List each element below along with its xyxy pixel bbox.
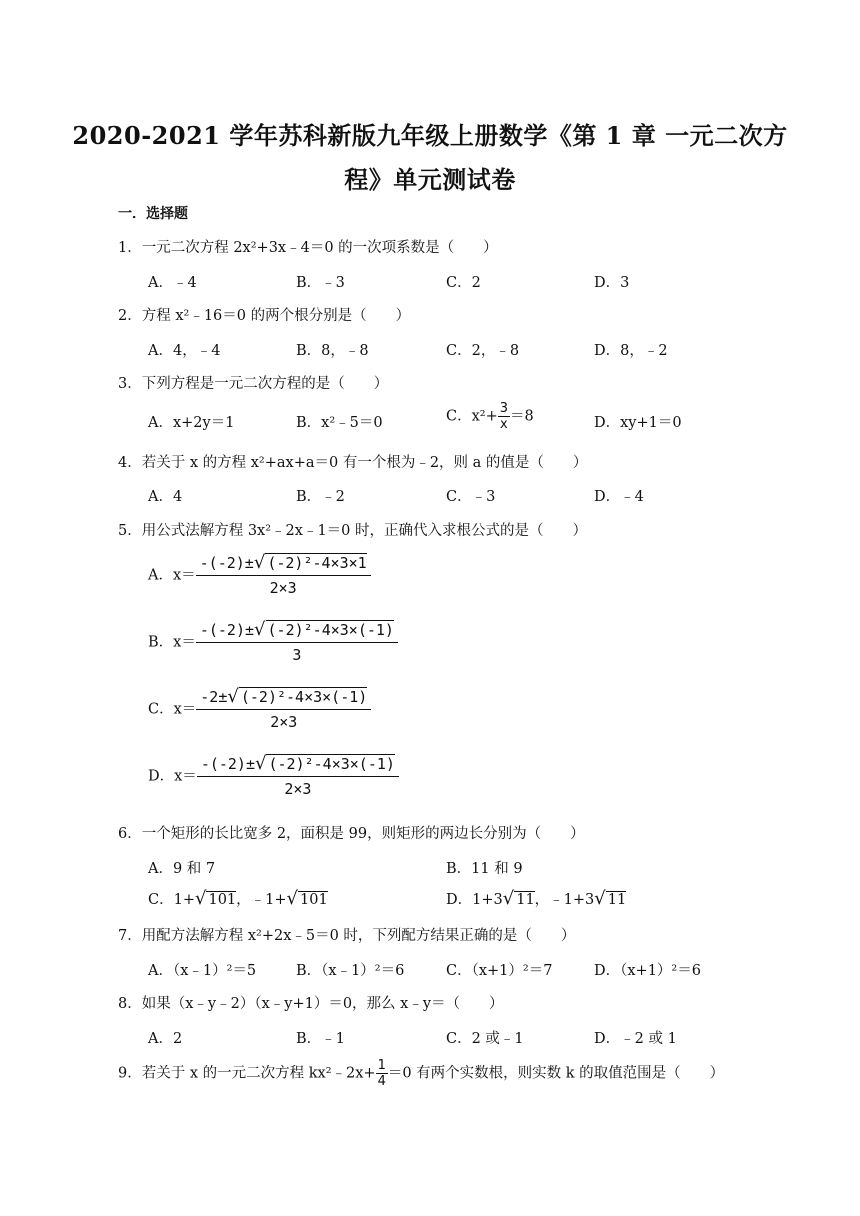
fraction-denominator: 4 xyxy=(377,1074,386,1089)
q3-option-a: A．x+2y＝1 xyxy=(148,415,235,431)
numerator-prefix: -(-2)± xyxy=(199,554,254,572)
question-9-stem xyxy=(118,1058,724,1089)
numerator-prefix: -(-2)± xyxy=(199,621,255,639)
radical-sign: √ xyxy=(253,552,266,573)
numerator-prefix: -(-2)± xyxy=(200,755,255,773)
q8-option-d: D．﹣2 或 1 xyxy=(594,1031,677,1047)
q6-d-part1: D．1+3 xyxy=(446,892,503,908)
q4-option-c: C．﹣3 xyxy=(446,489,496,505)
page-title-line2: 程》单元测试卷 xyxy=(344,165,516,194)
q8-option-b: B．﹣1 xyxy=(296,1031,345,1047)
q5-option-c-label: C．x＝ xyxy=(148,701,197,718)
q5-option-c xyxy=(148,687,371,732)
q5-option-d-formula xyxy=(197,754,399,799)
radicand: (-2)²-4×3×1 xyxy=(267,554,367,572)
radicand: 101 xyxy=(208,892,237,908)
radicand: (-2)²-4×3×(-1) xyxy=(240,688,368,706)
q3-option-b: B．x²﹣5＝0 xyxy=(296,415,383,431)
formula-denominator: 2×3 xyxy=(270,713,298,731)
q4-option-b: B．﹣2 xyxy=(296,489,345,505)
section-heading: 一．选择题 xyxy=(118,206,188,222)
q3-option-c-prefix: C．x²+ xyxy=(446,408,498,425)
formula-numerator xyxy=(196,553,371,576)
question-8-stem: 8．如果（x﹣y﹣2）（x﹣y+1）＝0，那么 x﹣y＝（ ） xyxy=(118,996,504,1012)
q5-option-a-formula xyxy=(196,553,371,598)
q1-option-c: C．2 xyxy=(446,275,481,291)
radical-sign: √ xyxy=(254,619,266,640)
q5-option-b xyxy=(148,620,398,665)
radicand: 101 xyxy=(300,892,328,908)
fraction-numerator: 3 xyxy=(499,401,509,416)
q6-c-part2: ，﹣1+ xyxy=(236,892,287,908)
radical-sign: √ xyxy=(286,888,299,909)
formula-denominator: 2×3 xyxy=(269,579,297,597)
q5-option-b-formula xyxy=(196,620,398,665)
q2-option-c: C．2，﹣8 xyxy=(446,343,520,359)
q4-option-d: D．﹣4 xyxy=(594,489,644,505)
question-3-stem: 3．下列方程是一元二次方程的是（ ） xyxy=(118,376,389,392)
q5-option-a xyxy=(148,553,371,598)
q7-option-d: D．（x+1）²＝6 xyxy=(594,963,701,979)
q9-fraction xyxy=(376,1058,388,1089)
q5-option-d xyxy=(148,754,399,799)
q5-option-d-label: D．x＝ xyxy=(148,768,197,785)
radical-sign: √ xyxy=(255,753,267,774)
radical-sign: √ xyxy=(227,686,239,707)
q8-option-c: C．2 或﹣1 xyxy=(446,1031,524,1047)
q2-option-d: D．8，﹣2 xyxy=(594,343,668,359)
page-title-line1: 2020-2021 学年苏科新版九年级上册数学《第 1 章 一元二次方 xyxy=(72,121,788,150)
formula-denominator: 2×3 xyxy=(284,780,312,798)
question-6-stem: 6．一个矩形的长比宽多 2，面积是 99，则矩形的两边长分别为（ ） xyxy=(118,826,585,842)
radicand: 11 xyxy=(516,892,535,908)
q9-stem-suffix: ＝0 有两个实数根，则实数 k 的取值范围是（ ） xyxy=(387,1065,725,1082)
q3-option-c xyxy=(446,401,534,432)
q7-option-b: B．（x﹣1）²＝6 xyxy=(296,963,405,979)
question-4-stem: 4．若关于 x 的方程 x²+ax+a＝0 有一个根为﹣2，则 a 的值是（ ） xyxy=(118,455,588,471)
radicand: (-2)²-4×3×(-1) xyxy=(268,755,395,773)
q4-option-a: A．4 xyxy=(148,489,183,505)
q1-option-a: A．﹣4 xyxy=(148,275,197,291)
q2-option-a: A．4，﹣4 xyxy=(148,343,221,359)
radical-sign: √ xyxy=(594,888,606,909)
radical-sign: √ xyxy=(194,888,207,909)
q6-option-c xyxy=(148,888,328,909)
q6-option-d xyxy=(446,888,626,909)
q3-option-c-suffix: ＝8 xyxy=(510,408,534,425)
q1-option-b: B．﹣3 xyxy=(296,275,345,291)
radicand: 11 xyxy=(607,892,627,908)
formula-numerator xyxy=(197,754,399,777)
q6-c-part1: C．1+ xyxy=(148,892,195,908)
radical-sign: √ xyxy=(502,888,515,909)
q5-option-b-label: B．x＝ xyxy=(148,634,196,651)
q7-option-c: C．（x+1）²＝7 xyxy=(446,963,553,979)
q6-d-part2: ，﹣1+3 xyxy=(534,892,595,908)
formula-numerator xyxy=(196,620,398,643)
q1-option-d: D．3 xyxy=(594,275,630,291)
question-5-stem: 5．用公式法解方程 3x²﹣2x﹣1＝0 时，正确代入求根公式的是（ ） xyxy=(118,523,588,539)
q9-stem-prefix: 9．若关于 x 的一元二次方程 kx²﹣2x+ xyxy=(118,1065,376,1082)
numerator-prefix: -2± xyxy=(200,688,228,706)
formula-numerator xyxy=(196,687,371,710)
question-1-stem: 1．一元二次方程 2x²+3x﹣4＝0 的一次项系数是（ ） xyxy=(118,240,498,256)
q5-option-a-label: A．x＝ xyxy=(148,567,196,584)
q3-option-d: D．xy+1＝0 xyxy=(594,415,682,431)
q5-option-c-formula xyxy=(196,687,371,732)
q7-option-a: A．（x﹣1）²＝5 xyxy=(148,963,257,979)
question-7-stem: 7．用配方法解方程 x²+2x﹣5＝0 时，下列配方结果正确的是（ ） xyxy=(118,928,576,944)
fraction-denominator: x xyxy=(500,417,508,432)
question-2-stem: 2．方程 x²﹣16＝0 的两个根分别是（ ） xyxy=(118,308,411,324)
fraction-numerator: 1 xyxy=(377,1058,386,1073)
q3-option-c-fraction xyxy=(498,401,510,432)
q6-option-b: B．11 和 9 xyxy=(446,861,523,877)
radicand: (-2)²-4×3×(-1) xyxy=(267,621,394,639)
formula-denominator: 3 xyxy=(292,646,302,664)
q6-option-a: A．9 和 7 xyxy=(148,861,216,877)
q8-option-a: A．2 xyxy=(148,1031,183,1047)
q2-option-b: B．8，﹣8 xyxy=(296,343,369,359)
